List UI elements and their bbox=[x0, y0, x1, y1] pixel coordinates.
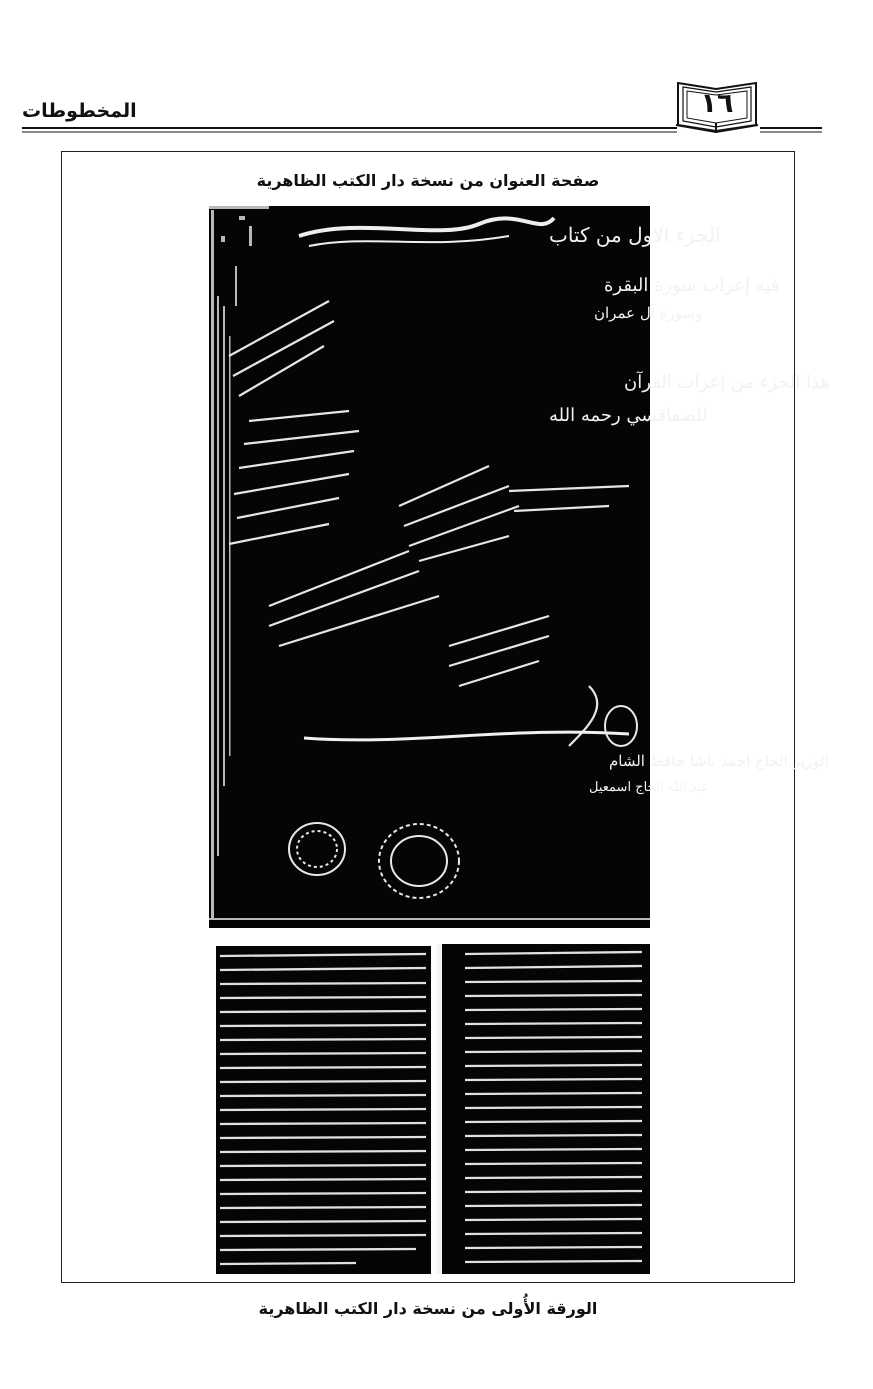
manuscript-first-leaf-left-image bbox=[216, 946, 431, 1274]
running-header-title: المخطوطات bbox=[22, 100, 137, 122]
manuscript-first-leaf-right-image bbox=[437, 944, 650, 1274]
title-line-4: هذا الجزء من إعراب القرآن bbox=[624, 372, 831, 393]
title-line-5: للصفاقسي رحمه الله bbox=[549, 405, 708, 426]
title-line-3: وسورة آل عمران bbox=[594, 304, 703, 322]
title-line-6: الوزير الحاج احمد باشا حافظ الشام bbox=[609, 752, 829, 770]
title-line-7: عبد الله الحاج اسمعيل bbox=[589, 780, 710, 795]
title-line-1: الجزء الاول من كتاب bbox=[549, 223, 721, 247]
title-line-2: فيه إعراب سورة البقرة bbox=[604, 275, 780, 296]
figure-top-caption: صفحة العنوان من نسخة دار الكتب الظاهرية bbox=[256, 171, 600, 190]
page-number: ١٦ bbox=[700, 88, 734, 119]
figure-bottom-caption: الورقة الأُولى من نسخة دار الكتب الظاهرية bbox=[258, 1299, 598, 1318]
manuscript-title-page-image bbox=[209, 206, 831, 928]
